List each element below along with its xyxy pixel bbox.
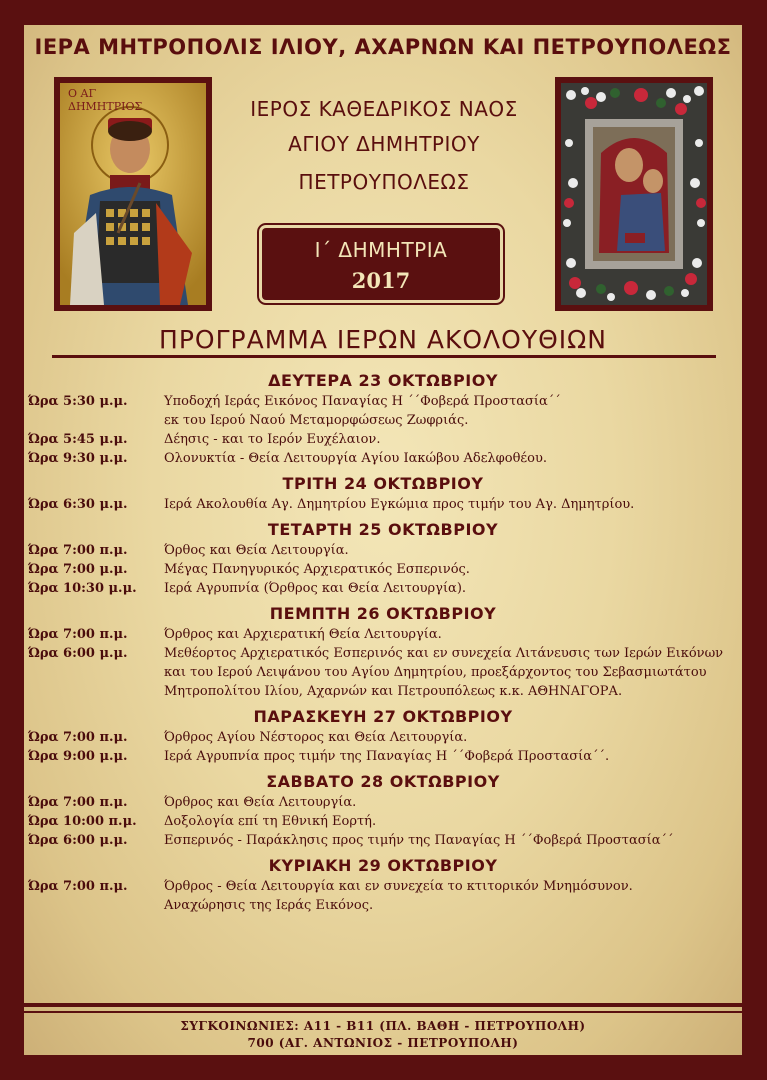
entry-description: Υποδοχή Ιεράς Εικόνος Παναγίας Η ΄΄Φοβερά Προστασία΄΄	[164, 394, 561, 409]
day-heading: ΚΥΡΙΑΚΗ 29 ΟΚΤΩΒΡΙΟΥ	[268, 856, 498, 875]
schedule-entry	[24, 747, 742, 766]
day-heading: ΔΕΥΤΕΡΑ 23 ΟΚΤΩΒΡΙΟΥ	[268, 371, 498, 390]
entry-time: Ώρα 6:30 μ.μ.	[28, 497, 128, 512]
entry-time: Ώρα 6:00 μ.μ.	[28, 833, 128, 848]
schedule-entry	[24, 392, 742, 411]
entry-description: Μέγας Πανηγυρικός Αρχιερατικός Εσπερινός.	[164, 562, 470, 577]
program-title-underline	[52, 355, 716, 358]
entry-time: Ώρα 9:00 μ.μ.	[28, 749, 128, 764]
badge-title: Ι΄ ΔΗΜΗΤΡΙΑ	[314, 238, 448, 262]
entry-description: Όρθρος Αγίου Νέστορος και Θεία Λειτουργία.	[164, 730, 468, 745]
entry-description: Όρθος και Θεία Λειτουργία.	[164, 543, 349, 558]
transport-line1: ΣΥΓΚΟΙΝΩΝΙΕΣ: Α11 - Β11 (ΠΛ. ΒΑΘΗ - ΠΕΤΡΟΥΠΟΛΗ)	[180, 1019, 586, 1033]
entry-description: Όρθρος και Αρχιερατική Θεία Λειτουργία.	[164, 627, 442, 642]
schedule-entry	[24, 430, 742, 449]
dimitria-badge	[262, 228, 500, 300]
entry-description: Ολονυκτία - Θεία Λειτουργία Αγίου Ιακώβου Αδελφοθέου.	[164, 451, 548, 466]
entry-time: Ώρα 7:00 π.μ.	[28, 543, 128, 558]
schedule-entry	[24, 644, 742, 663]
entry-description: Δοξολογία επί τη Εθνική Εορτή.	[164, 814, 377, 829]
entry-time: Ώρα 7:00 π.μ.	[28, 730, 128, 745]
cathedral-title-line3: ΠΕΤΡΟΥΠΟΛΕΩΣ	[298, 170, 470, 194]
entry-description: Ιερά Ακολουθία Αγ. Δημητρίου Εγκώμια προς τιμήν του Αγ. Δημητρίου.	[164, 497, 635, 512]
footer-divider-thin	[24, 1011, 742, 1013]
entry-time: Ώρα 9:30 μ.μ.	[28, 451, 128, 466]
entry-time: Ώρα 10:00 π.μ.	[28, 814, 137, 829]
entry-time: Ώρα 5:30 μ.μ.	[28, 394, 128, 409]
entry-description: Μητροπολίτου Ιλίου, Αχαρνών και Πετρουπόλεως κ.κ. ΑΘΗΝΑΓΟΡΑ.	[164, 684, 623, 699]
entry-time: Ώρα 5:45 μ.μ.	[28, 432, 128, 447]
badge-year: 2017	[351, 268, 411, 293]
schedule-entry	[24, 831, 742, 850]
schedule-entry	[24, 449, 742, 468]
day-heading: ΠΑΡΑΣΚΕΥΗ 27 ΟΚΤΩΒΡΙΟΥ	[253, 707, 513, 726]
schedule-entry	[24, 793, 742, 812]
entry-description: Ιερά Αγρυπνία προς τιμήν της Παναγίας Η ΄΄Φοβερά Προστασία΄΄.	[164, 749, 610, 764]
entry-time: Ώρα 7:00 π.μ.	[28, 879, 128, 894]
schedule-entry	[24, 625, 742, 644]
schedule-entry	[24, 541, 742, 560]
panagia-icon	[555, 77, 713, 311]
schedule-entry	[24, 663, 742, 682]
entry-time: Ώρα 7:00 μ.μ.	[28, 562, 128, 577]
day-heading: ΤΕΤΑΡΤΗ 25 ΟΚΤΩΒΡΙΟΥ	[267, 520, 499, 539]
entry-description: Όρθρος και Θεία Λειτουργία.	[164, 795, 357, 810]
schedule-entry	[24, 579, 742, 598]
metropolis-heading: ΙΕΡΑ ΜΗΤΡΟΠΟΛΙΣ ΙΛΙΟΥ, ΑΧΑΡΝΩΝ ΚΑΙ ΠΕΤΡΟΥΠΟΛΕΩΣ	[34, 35, 732, 59]
entry-description: Δέησις - και το Ιερόν Ευχέλαιον.	[164, 432, 381, 447]
entry-description: Μεθέορτος Αρχιερατικός Εσπερινός και εν συνεχεία Λιτάνευσις των Ιερών Εικόνων	[164, 646, 724, 661]
day-heading: ΣΑΒΒΑΤΟ 28 ΟΚΤΩΒΡΙΟΥ	[266, 772, 500, 791]
cathedral-title-line1: ΙΕΡΟΣ ΚΑΘΕΔΡΙΚΟΣ ΝΑΟΣ	[250, 97, 518, 121]
entry-description: Όρθρος - Θεία Λειτουργία και εν συνεχεία το κτιτορικόν Μνημόσυνον.	[164, 879, 633, 894]
entry-time: Ώρα 7:00 π.μ.	[28, 627, 128, 642]
schedule	[24, 365, 742, 915]
schedule-entry	[24, 896, 742, 915]
entry-description: εκ του Ιερού Ναού Μεταμορφώσεως Ζωφριάς.	[164, 413, 469, 428]
entry-time: Ώρα 7:00 π.μ.	[28, 795, 128, 810]
entry-description: Αναχώρησις της Ιεράς Εικόνος.	[164, 898, 374, 913]
schedule-entry	[24, 560, 742, 579]
entry-description: και του Ιερού Λειψάνου του Αγίου Δημητρίου, προεξάρχοντος του Σεβασμιωτάτου	[164, 665, 707, 680]
program-title: ΠΡΟΓΡΑΜΜΑ ΙΕΡΩΝ ΑΚΟΛΟΥΘΙΩΝ	[159, 325, 607, 354]
saint-demetrios-icon	[54, 77, 212, 311]
entry-time: Ώρα 10:30 μ.μ.	[28, 581, 137, 596]
icon-inscription: Ο ΑΓ ΔΗΜΗΤΡΙΟΣ	[68, 87, 143, 113]
entry-time: Ώρα 6:00 μ.μ.	[28, 646, 128, 661]
entry-description: Εσπερινός - Παράκλησις προς τιμήν της Παναγίας Η ΄΄Φοβερά Προστασία΄΄	[164, 833, 674, 848]
schedule-entry	[24, 682, 742, 701]
schedule-entry	[24, 495, 742, 514]
schedule-entry	[24, 411, 742, 430]
transport-line2: 700 (ΑΓ. ΑΝΤΩΝΙΟΣ - ΠΕΤΡΟΥΠΟΛΗ)	[247, 1036, 519, 1050]
cathedral-title-line2: ΑΓΙΟΥ ΔΗΜΗΤΡΙΟΥ	[288, 132, 480, 156]
schedule-entry	[24, 812, 742, 831]
poster-paper	[24, 25, 742, 1055]
footer-divider	[24, 1003, 742, 1007]
day-heading: ΠΕΜΠΤΗ 26 ΟΚΤΩΒΡΙΟΥ	[269, 604, 497, 623]
entry-description: Ιερά Αγρυπνία (Όρθρος και Θεία Λειτουργία).	[164, 581, 467, 596]
schedule-entry	[24, 728, 742, 747]
day-heading: ΤΡΙΤΗ 24 ΟΚΤΩΒΡΙΟΥ	[282, 474, 484, 493]
schedule-entry	[24, 877, 742, 896]
